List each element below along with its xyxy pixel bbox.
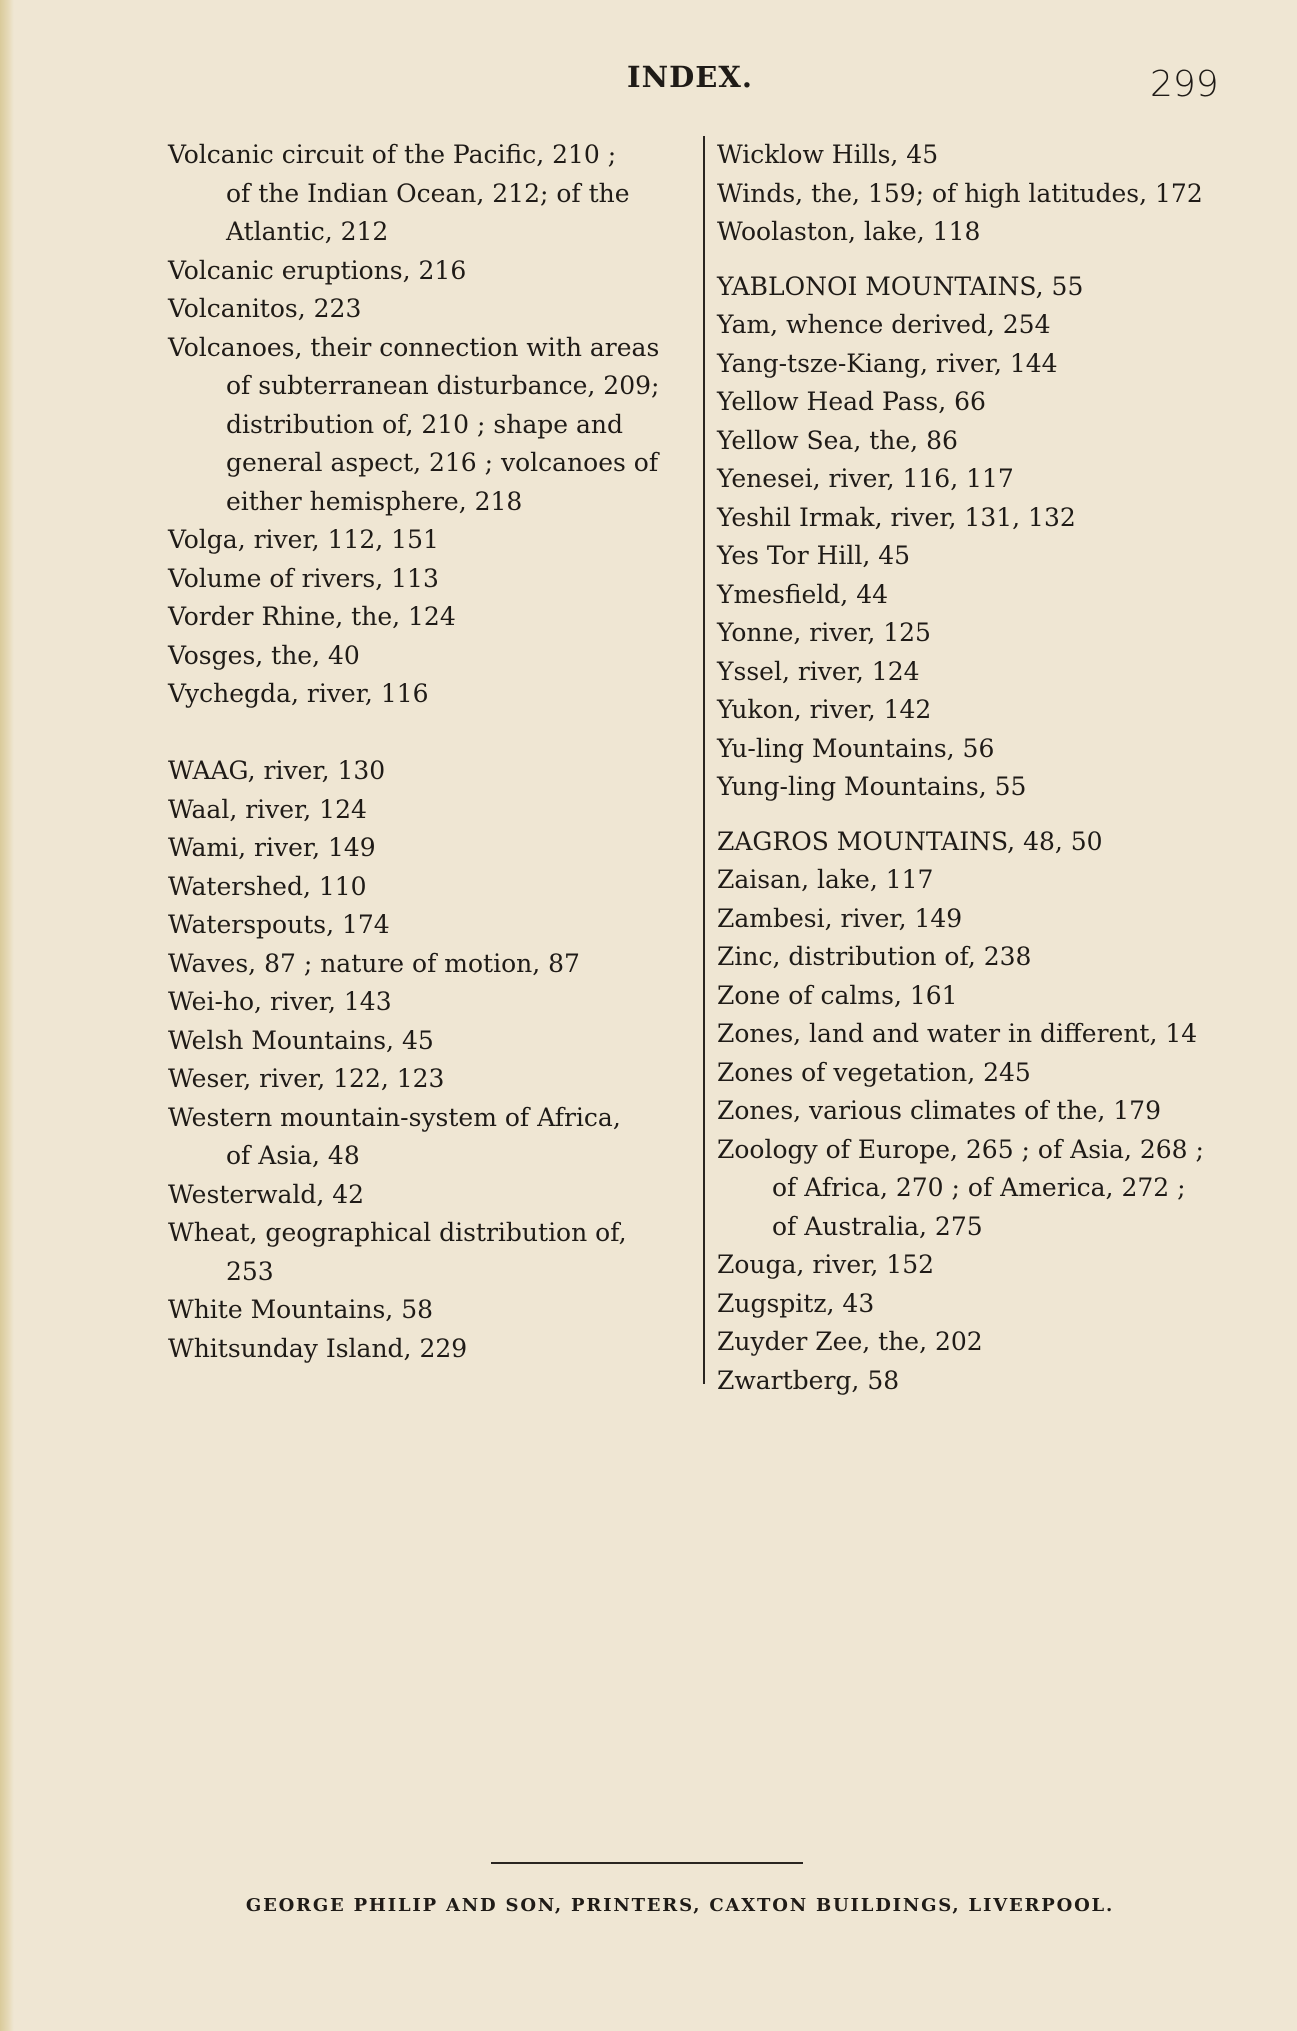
index-entry: Wheat, geographical distribution of, — [168, 1218, 627, 1247]
index-entry: Welsh Mountains, 45 — [168, 1025, 434, 1055]
section-gap — [717, 807, 1237, 823]
index-entry: Zambesi, river, 149 — [717, 903, 963, 933]
index-entry: YABLONOI MOUNTAINS, 55 — [717, 271, 1084, 301]
index-entry-continuation: Atlantic, 212 — [226, 217, 389, 246]
index-entry: Zones of vegetation, 245 — [717, 1057, 1031, 1087]
section-gap — [717, 252, 1237, 268]
index-entry: Watershed, 110 — [168, 871, 367, 901]
index-entry: Wami, river, 149 — [168, 833, 376, 862]
index-entry: Volcanoes, their connection with areas — [168, 332, 660, 362]
index-entry: Whitsunday Island, 229 — [168, 1333, 468, 1363]
index-entry: Yellow Head Pass, 66 — [717, 387, 986, 416]
index-entry: Waal, river, 124 — [168, 794, 367, 824]
index-entry: Zaisan, lake, 117 — [717, 865, 934, 894]
index-entry: Westerwald, 42 — [168, 1179, 365, 1209]
index-entry-continuation: either hemisphere, 218 — [226, 486, 523, 516]
index-entry: Yssel, river, 124 — [717, 656, 920, 686]
index-entry: Yeshil Irmak, river, 131, 132 — [717, 502, 1076, 532]
index-entry: Vorder Rhine, the, 124 — [168, 602, 456, 631]
index-entry: Yenesei, river, 116, 117 — [717, 464, 1014, 493]
index-entry: Zones, various climates of the, 179 — [717, 1096, 1161, 1125]
index-column-left — [168, 136, 688, 1368]
page-title: INDEX. — [627, 60, 753, 94]
index-entry: Western mountain-system of Africa, — [168, 1102, 621, 1132]
index-entry-continuation: of Asia, 48 — [226, 1141, 360, 1170]
index-entry: Woolaston, lake, 118 — [717, 217, 981, 246]
index-entry: Yu-ling Mountains, 56 — [717, 733, 995, 763]
index-entry: Yang-tsze-Kiang, river, 144 — [717, 348, 1058, 378]
index-entry-continuation: distribution of, 210 ; shape and — [226, 409, 623, 439]
index-entry: Yes Tor Hill, 45 — [717, 541, 911, 570]
index-entry: Yam, whence derived, 254 — [717, 310, 1051, 339]
index-entry-continuation: of Africa, 270 ; of America, 272 ; — [772, 1173, 1186, 1202]
index-entry: Zones, land and water in different, 14 — [717, 1019, 1198, 1048]
index-entry: Yonne, river, 125 — [717, 618, 931, 647]
index-entry-continuation: of the Indian Ocean, 212; of the — [226, 178, 630, 208]
index-entry: Vosges, the, 40 — [168, 640, 360, 670]
page-edge — [0, 0, 14, 2031]
index-entry: WAAG, river, 130 — [168, 756, 386, 785]
index-entry: Zinc, distribution of, 238 — [717, 942, 1032, 971]
index-entry: Zouga, river, 152 — [717, 1250, 935, 1279]
column-divider — [703, 136, 705, 1384]
index-entry: ZAGROS MOUNTAINS, 48, 50 — [717, 826, 1103, 856]
index-entry: Wicklow Hills, 45 — [717, 140, 939, 169]
index-entry: Ymesfield, 44 — [717, 579, 889, 609]
index-entry: Zwartberg, 58 — [717, 1365, 900, 1395]
index-entry: Zoology of Europe, 265 ; of Asia, 268 ; — [717, 1134, 1204, 1164]
index-entry: Volcanic circuit of the Pacific, 210 ; — [168, 140, 617, 169]
index-entry-continuation: general aspect, 216 ; volcanoes of — [226, 448, 659, 477]
index-entry: Volcanitos, 223 — [168, 294, 362, 323]
index-entry: Zuyder Zee, the, 202 — [717, 1327, 983, 1356]
printer-imprint: GEORGE PHILIP AND SON, PRINTERS, CAXTON BUILDINGS, LIVERPOOL. — [245, 1895, 1115, 1916]
index-entry: White Mountains, 58 — [168, 1295, 434, 1324]
section-gap — [168, 714, 688, 753]
index-entry: Zugspitz, 43 — [717, 1288, 875, 1318]
index-entry: Yellow Sea, the, 86 — [717, 425, 958, 455]
index-entry: Waves, 87 ; nature of motion, 87 — [168, 948, 580, 978]
index-entry-continuation: of Australia, 275 — [772, 1211, 983, 1241]
index-entry: Winds, the, 159; of high latitudes, 172 — [717, 178, 1203, 208]
index-entry: Vychegda, river, 116 — [168, 679, 429, 708]
page-number: 299 — [1150, 64, 1219, 105]
index-entry: Weser, river, 122, 123 — [168, 1064, 445, 1093]
index-entry: Volcanic eruptions, 216 — [168, 255, 467, 285]
index-entry: Wei-ho, river, 143 — [168, 987, 392, 1016]
index-entry: Yung-ling Mountains, 55 — [717, 772, 1027, 801]
index-column-right — [717, 136, 1237, 1400]
footer-rule — [491, 1862, 803, 1864]
index-entry: Volga, river, 112, 151 — [168, 525, 439, 554]
index-entry-continuation: 253 — [226, 1256, 274, 1286]
index-entry: Zone of calms, 161 — [717, 980, 958, 1010]
index-entry: Volume of rivers, 113 — [168, 563, 439, 593]
index-entry: Yukon, river, 142 — [717, 695, 932, 724]
index-entry: Waterspouts, 174 — [168, 910, 390, 939]
index-entry-continuation: of subterranean disturbance, 209; — [226, 371, 660, 400]
